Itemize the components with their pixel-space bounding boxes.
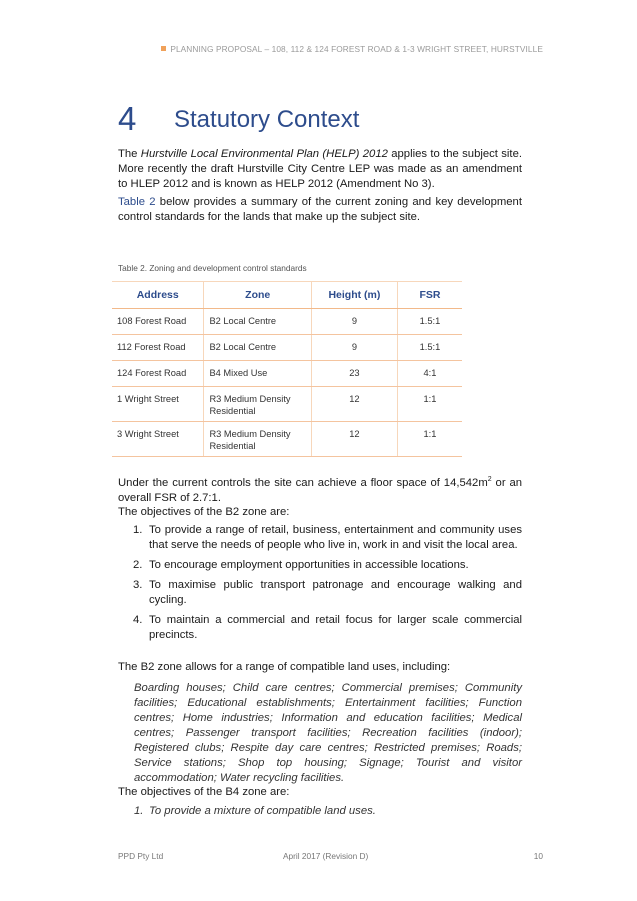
fsr-cell: 1.5:1: [397, 309, 462, 335]
p1-rest: applies to the subject site. More recently the draft Hurstville City Centre LEP was made as an amendment to HLEP 2012 and is known as HELP 2012 (Amendment No 3).: [118, 148, 522, 190]
zone-cell: R3 Medium Density Residential: [204, 387, 312, 422]
height-cell: 9: [312, 335, 398, 361]
height-cell: 12: [312, 387, 398, 422]
list-item-number: 3.: [133, 579, 143, 591]
zone-cell: B4 Mixed Use: [204, 361, 312, 387]
list-item-number: 1.: [133, 524, 143, 536]
footer-page-number: 10: [533, 851, 543, 861]
address-cell: 3 Wright Street: [112, 422, 204, 457]
table-header-address: Address: [112, 282, 204, 309]
zone-cell: R3 Medium Density Residential: [204, 422, 312, 457]
b2-objectives-intro: The objectives of the B2 zone are:: [118, 506, 290, 518]
height-cell: 9: [312, 309, 398, 335]
zone-cell: B2 Local Centre: [204, 309, 312, 335]
lep-title: Hurstville Local Environmental Plan (HELP) 2012: [140, 148, 388, 160]
b4-objectives-intro: The objectives of the B4 zone are:: [118, 786, 290, 798]
p1-prefix: The: [118, 148, 141, 160]
list-item-text: To maintain a commercial and retail focus for larger scale commercial precincts.: [149, 614, 522, 641]
list-item: [118, 558, 522, 573]
table-header-row: [112, 282, 462, 309]
list-item: [118, 613, 522, 643]
table-row: [112, 335, 462, 361]
p3-main: Under the current controls the site can achieve a floor space of 14,542m: [118, 476, 488, 489]
b2-objectives-list: [118, 523, 522, 648]
height-cell: 12: [312, 422, 398, 457]
header-marker-icon: [161, 46, 166, 51]
address-cell: 1 Wright Street: [112, 387, 204, 422]
address-cell: 124 Forest Road: [112, 361, 204, 387]
footer-company: PPD Pty Ltd: [118, 851, 164, 861]
list-item: [118, 523, 522, 553]
floor-space-paragraph: [118, 472, 522, 506]
b2-uses-intro: The B2 zone allows for a range of compatible land uses, including:: [118, 661, 451, 673]
table-row: [112, 422, 462, 457]
section-title: Statutory Context: [174, 106, 360, 133]
address-cell: 112 Forest Road: [112, 335, 204, 361]
list-item: [118, 578, 522, 608]
p3-superscript: 2: [487, 476, 492, 483]
fsr-cell: 1:1: [397, 422, 462, 457]
section-number: 4: [118, 100, 137, 137]
fsr-cell: 1:1: [397, 387, 462, 422]
p2-rest: below provides a summary of the current zoning and key development control standards for the lands that make up the subject site.: [118, 196, 522, 223]
p3-end: or an overall FSR of 2.7:1.: [118, 476, 523, 504]
running-header: [161, 44, 543, 54]
height-cell: 23: [312, 361, 398, 387]
header-text: PLANNING PROPOSAL – 108, 112 & 124 FOREST ROAD & 1-3 WRIGHT STREET, HURSTVILLE: [170, 44, 543, 54]
list-item-number: 2.: [133, 559, 143, 571]
footer-date: April 2017 (Revision D): [283, 851, 369, 861]
b4-objective-text: To provide a mixture of compatible land uses.: [149, 805, 376, 817]
table-caption: Table 2. Zoning and development control standards: [118, 263, 307, 273]
intro-paragraph: [118, 147, 522, 192]
b2-land-uses: Boarding houses; Child care centres; Commercial premises; Community facilities; Educational establishments; Entertainment facilities; Function centres; Home industries; Information and education facilities; Medical centres; Passenger transport facilities; Recreation facilities (indoor); Registered clubs; Respite day care centres; Restricted premises; Roads; Service stations; Shop top housing; Signage; Tourist and visitor accommodation; Water recycling facilities.: [134, 682, 522, 784]
b4-objective-item: [134, 804, 376, 819]
table-header-height-m: Height (m): [312, 282, 398, 309]
address-cell: 108 Forest Road: [112, 309, 204, 335]
section-heading: [118, 100, 359, 138]
b4-objective-number: 1.: [134, 805, 144, 817]
fsr-cell: 4:1: [397, 361, 462, 387]
list-item-text: To encourage employment opportunities in accessible locations.: [149, 559, 469, 571]
list-item-text: To maximise public transport patronage and encourage walking and cycling.: [149, 579, 522, 606]
zoning-table: [112, 281, 462, 457]
zone-cell: B2 Local Centre: [204, 335, 312, 361]
table-row: [112, 361, 462, 387]
fsr-cell: 1.5:1: [397, 335, 462, 361]
table-row: [112, 309, 462, 335]
table-reference-link[interactable]: Table 2: [118, 196, 156, 208]
table-header-fsr: FSR: [397, 282, 462, 309]
table-row: [112, 387, 462, 422]
table-header-zone: Zone: [204, 282, 312, 309]
list-item-text: To provide a range of retail, business, entertainment and community uses that serve the needs of people who live in, work in and visit the local area.: [149, 524, 522, 551]
table-intro-paragraph: [118, 195, 522, 225]
list-item-number: 4.: [133, 614, 143, 626]
